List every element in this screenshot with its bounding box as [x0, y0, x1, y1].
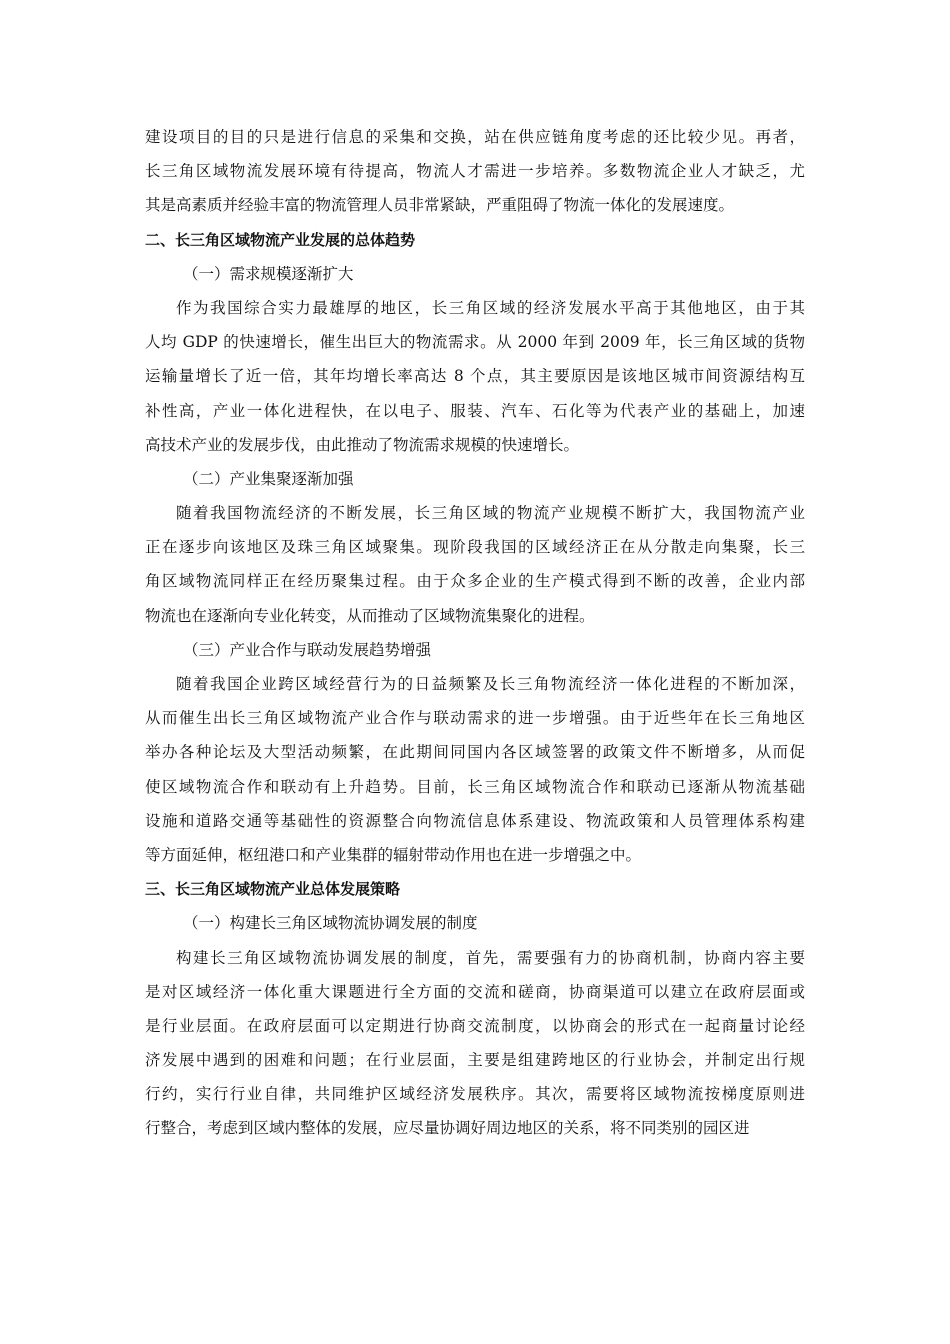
text-line: （二）产业集聚逐渐加强: [183, 469, 354, 488]
subsection-heading: [145, 633, 805, 667]
text-line: 角区域物流同样正在经历聚集过程。由于众多企业的生产模式得到不断的改善，企业内部: [145, 572, 805, 591]
paragraph: [145, 120, 805, 223]
section-heading: [145, 872, 805, 906]
text-line: 使区域物流合作和联动有上升趋势。目前，长三角区域物流合作和联动已逐渐从物流基础: [145, 777, 805, 796]
text-line: 济发展中遇到的困难和问题；在行业层面，主要是组建跨地区的行业协会，并制定出行规: [145, 1051, 805, 1070]
text-line: 行整合，考虑到区域内整体的发展，应尽量协调好周边地区的关系，将不同类别的园区进: [145, 1119, 750, 1138]
text-line: 正在逐步向该地区及珠三角区域聚集。现阶段我国的区域经济正在从分散走向集聚，长三: [145, 538, 805, 557]
paragraph: [145, 496, 805, 633]
paragraph: [145, 667, 805, 872]
text-line: （一）需求规模逐渐扩大: [183, 264, 354, 283]
text-line: 等方面延伸，枢纽港口和产业集群的辐射带动作用也在进一步增强之中。: [145, 845, 642, 864]
text-line: 其是高素质并经验丰富的物流管理人员非常紧缺，严重阻碍了物流一体化的发展速度。: [145, 196, 735, 215]
subsection-heading: [145, 906, 805, 940]
text-line: 建设项目的目的只是进行信息的采集和交换，站在供应链角度考虑的还比较少见。再者，: [145, 128, 805, 146]
document-page: [145, 120, 805, 1146]
text-line: 举办各种论坛及大型活动频繁，在此期间同国内各区域签署的政策文件不断增多，从而促: [145, 743, 805, 762]
text-line: 物流也在逐渐向专业化转变，从而推动了区域物流集聚化的进程。: [145, 606, 595, 625]
text-line: 补性高，产业一体化进程快，在以电子、服装、汽车、石化等为代表产业的基础上，加速: [145, 401, 805, 420]
text-line: 长三角区域物流发展环境有待提高，物流人才需进一步培养。多数物流企业人才缺乏，尤: [145, 162, 805, 181]
text-line: 二、长三角区域物流产业发展的总体趋势: [145, 230, 416, 249]
paragraph: [145, 941, 805, 1146]
text-line: 行约，实行行业自律，共同维护区域经济发展秩序。其次，需要将区域物流按梯度原则进: [145, 1085, 805, 1104]
text-line: 从而催生出长三角区域物流产业合作与联动需求的进一步增强。由于近些年在长三角地区: [145, 709, 805, 728]
text-line: 高技术产业的发展步伐，由此推动了物流需求规模的快速增长。: [145, 435, 580, 454]
subsection-heading: [145, 462, 805, 496]
text-line: 随着我国物流经济的不断发展，长三角区域的物流产业规模不断扩大，我国物流产业: [176, 504, 805, 523]
text-line: 是对区域经济一体化重大课题进行全方面的交流和磋商，协商渠道可以建立在政府层面或: [145, 982, 805, 1001]
text-line: （一）构建长三角区域物流协调发展的制度: [183, 914, 478, 933]
text-line: （三）产业合作与联动发展趋势增强: [183, 640, 432, 659]
text-line: 是行业层面。在政府层面可以定期进行协商交流制度，以协商会的形式在一起商量讨论经: [145, 1016, 805, 1035]
subsection-heading: [145, 257, 805, 291]
text-line: 运输量增长了近一倍，其年均增长率高达 8 个点，其主要原因是该地区城市间资源结构互: [145, 367, 805, 386]
text-line: 作为我国综合实力最雄厚的地区，长三角区域的经济发展水平高于其他地区，由于其: [176, 298, 805, 317]
text-line: 构建长三角区域物流协调发展的制度，首先，需要强有力的协商机制，协商内容主要: [176, 948, 805, 967]
paragraph: [145, 291, 805, 462]
text-line: 三、长三角区域物流产业总体发展策略: [145, 880, 401, 899]
section-heading: [145, 223, 805, 257]
text-line: 随着我国企业跨区域经营行为的日益频繁及长三角物流经济一体化进程的不断加深，: [176, 675, 805, 693]
text-line: 设施和道路交通等基础性的资源整合向物流信息体系建设、物流政策和人员管理体系构建: [145, 811, 805, 830]
text-line: 人均 GDP 的快速增长，催生出巨大的物流需求。从 2000 年到 2009 年，长三角区域的货物: [145, 333, 805, 352]
